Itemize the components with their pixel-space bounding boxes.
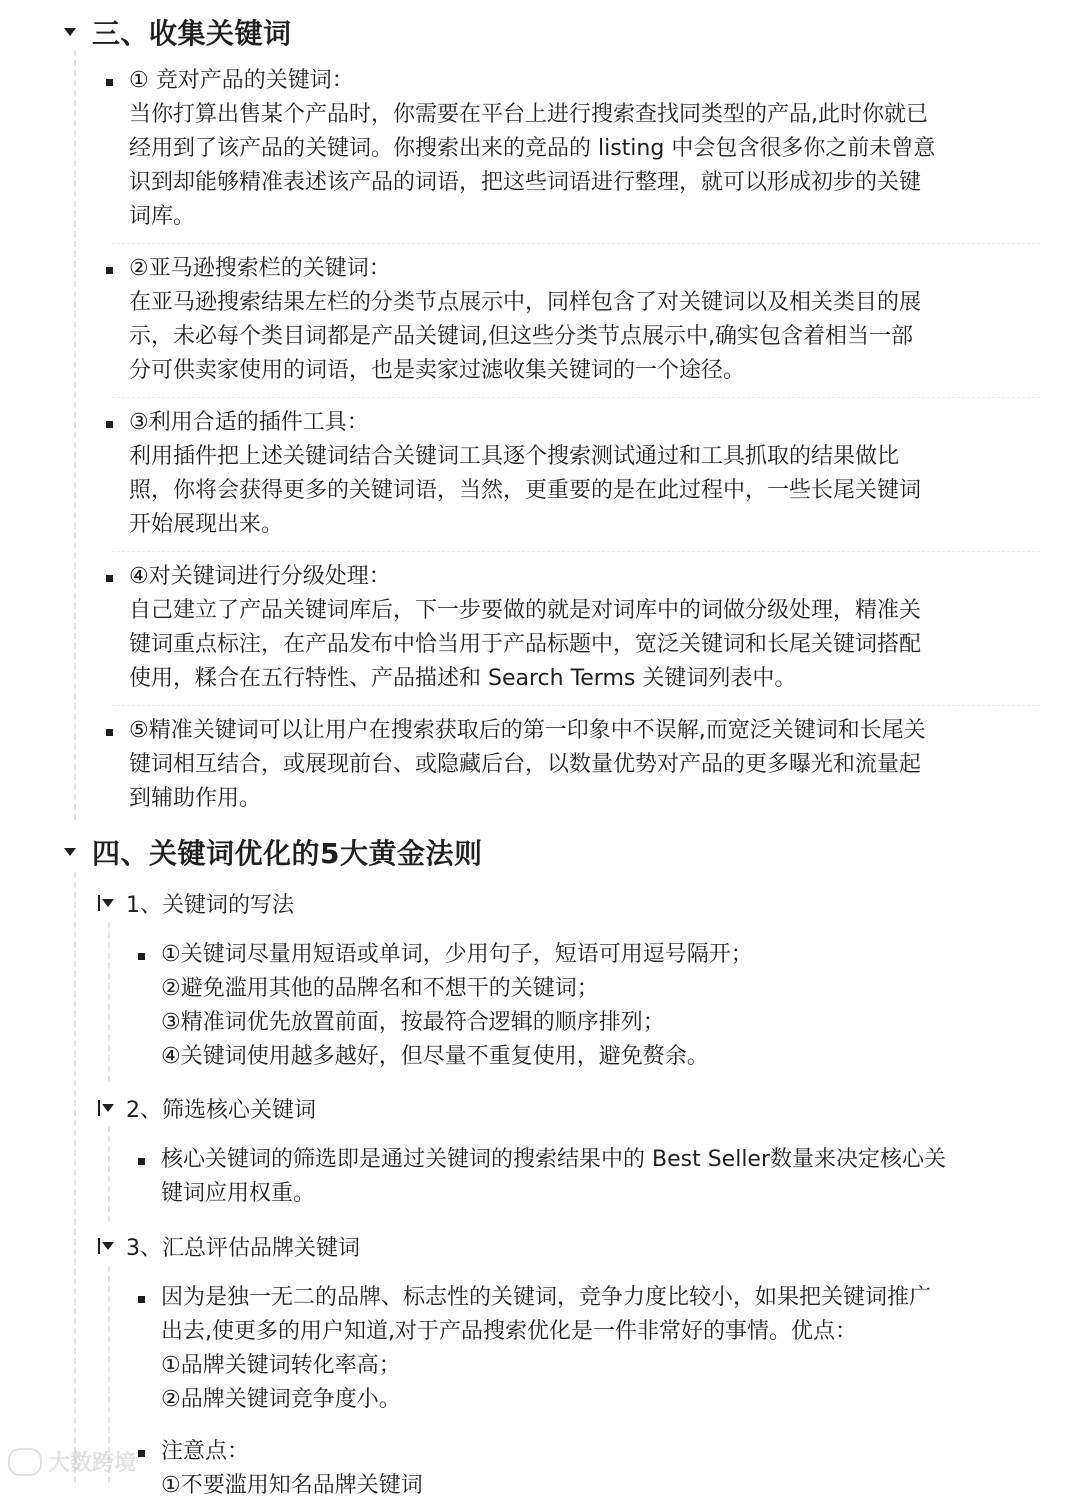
subheading-1[interactable]: 1、关键词的写法 [98, 886, 294, 920]
bullet-icon [138, 953, 145, 960]
bullet-icon [138, 1296, 145, 1303]
bullet-icon [106, 729, 113, 736]
list-item: 因为是独一无二的品牌、标志性的关键词，竞争力度比较小，如果把关键词推广 出去,使更多的用户知道,对于产品搜索优化是一件非常好的事情。优点： ①品牌关键词转化率高； ②品牌关键词竞争度小。 [138, 1281, 931, 1417]
item-separator [112, 551, 1040, 552]
bullet-icon [106, 267, 113, 274]
collapse-caret-icon[interactable] [98, 1238, 114, 1254]
item-separator [112, 243, 1040, 244]
section3-guide-line [74, 50, 76, 820]
item-separator [112, 705, 1040, 706]
list-item: ⑤精准关键词可以让用户在搜索获取后的第一印象中不误解,而宽泛关键词和长尾关 键词相互结合，或展现前台、或隐藏后台，以数量优势对产品的更多曝光和流量起 到辅助作用。 [106, 714, 926, 816]
bullet-icon [106, 79, 113, 86]
section4-guide-line [74, 872, 76, 1483]
collapse-caret-icon[interactable] [64, 848, 76, 856]
subheading-2[interactable]: 2、筛选核心关键词 [98, 1091, 316, 1125]
collapse-caret-icon[interactable] [98, 895, 114, 911]
list-item: ②亚马逊搜索栏的关键词： 在亚马逊搜索结果左栏的分类节点展示中，同样包含了对关键词以及相关类目的展 示，未必每个类目词都是产品关键词,但这些分类节点展示中,确实包含着相当一部 分可供卖家使用的词语，也是卖家过滤收集关键词的一个途径。 [106, 252, 921, 388]
bullet-icon [106, 421, 113, 428]
item-separator [112, 397, 1040, 398]
watermark-logo-icon [8, 1448, 42, 1476]
sub1-guide-line [108, 922, 110, 1082]
list-item: ①关键词尽量用短语或单词，少用句子，短语可用逗号隔开； ②避免滥用其他的品牌名和不想干的关键词； ③精准词优先放置前面，按最符合逻辑的顺序排列； ④关键词使用越多越好，但尽量不重复使用，避免赘余。 [138, 938, 753, 1074]
section4-title: 四、关键词优化的5大黄金法则 [92, 837, 483, 870]
subheading-3[interactable]: 3、汇总评估品牌关键词 [98, 1229, 360, 1263]
section3-title: 三、收集关键词 [92, 17, 292, 50]
bullet-icon [138, 1450, 145, 1457]
list-item: 注意点： ①不要滥用知名品牌关键词 [138, 1435, 423, 1503]
section4-heading[interactable] [64, 832, 482, 872]
section3-heading[interactable] [64, 12, 292, 52]
sub2-guide-line [108, 1126, 110, 1222]
bullet-icon [106, 575, 113, 582]
collapse-caret-icon[interactable] [98, 1100, 114, 1116]
collapse-caret-icon[interactable] [64, 28, 76, 36]
watermark: 大数跨境 [8, 1446, 136, 1477]
list-item: 核心关键词的筛选即是通过关键词的搜索结果中的 Best Seller数量来决定核心关 键词应用权重。 [138, 1143, 946, 1211]
list-item: ① 竞对产品的关键词： 当你打算出售某个产品时，你需要在平台上进行搜索查找同类型的产品,此时你就已 经用到了该产品的关键词。你搜索出来的竞品的 listing 中会包含很多你之前未曾意 识到却能够精准表述该产品的词语，把这些词语进行整理，就可以形成初步的关键 词库。 [106, 64, 935, 234]
list-item: ④对关键词进行分级处理： 自己建立了产品关键词库后，下一步要做的就是对词库中的词做分级处理，精准关 键词重点标注，在产品发布中恰当用于产品标题中，宽泛关键词和长尾关键词搭配 使用，糅合在五行特性、产品描述和 Search Terms 关键词列表中。 [106, 560, 921, 696]
list-item: ③利用合适的插件工具： 利用插件把上述关键词结合关键词工具逐个搜索测试通过和工具抓取的结果做比 照，你将会获得更多的关键词语，当然，更重要的是在此过程中，一些长尾关键词 开始展现出来。 [106, 406, 921, 542]
bullet-icon [138, 1158, 145, 1165]
